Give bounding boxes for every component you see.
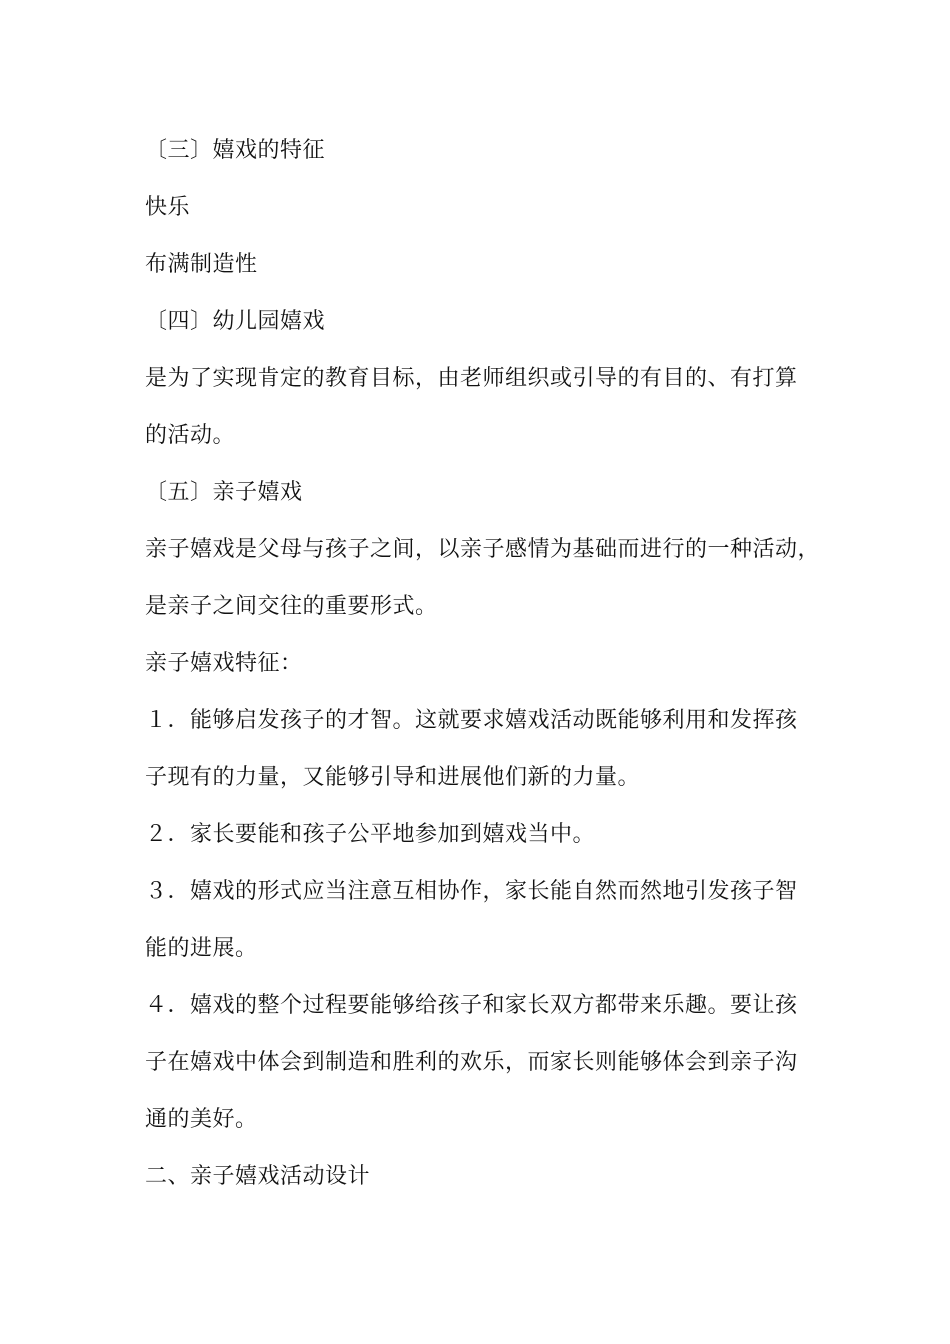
list-item-1-cont: 子现有的力量，又能够引导和进展他们新的力量。 xyxy=(145,765,641,790)
feature-item-creative: 布满制造性 xyxy=(145,252,258,277)
section-heading-four: 〔四〕幼儿园嬉戏 xyxy=(145,309,326,334)
paragraph-line: 亲子嬉戏是父母与孩子之间，以亲子感情为基础而进行的一种活动， xyxy=(145,537,821,562)
paragraph-line: 是亲子之间交往的重要形式。 xyxy=(145,594,438,619)
list-item-4: ４．嬉戏的整个过程要能够给孩子和家长双方都带来乐趣。要让孩 xyxy=(145,993,798,1018)
paragraph-line: 的活动。 xyxy=(145,423,236,448)
section-heading-two: 二、亲子嬉戏活动设计 xyxy=(145,1164,371,1189)
section-heading-three: 〔三〕嬉戏的特征 xyxy=(145,138,326,163)
list-item-4-cont: 子在嬉戏中体会到制造和胜利的欢乐，而家长则能够体会到亲子沟 xyxy=(145,1050,798,1075)
list-item-1: １．能够启发孩子的才智。这就要求嬉戏活动既能够利用和发挥孩 xyxy=(145,708,798,733)
subheading-features: 亲子嬉戏特征： xyxy=(145,651,303,676)
list-item-4-cont: 通的美好。 xyxy=(145,1107,258,1132)
list-item-3: ３．嬉戏的形式应当注意互相协作，家长能自然而然地引发孩子智 xyxy=(145,879,798,904)
section-heading-five: 〔五〕亲子嬉戏 xyxy=(145,480,303,505)
feature-item-happy: 快乐 xyxy=(145,195,191,220)
paragraph-line: 是为了实现肯定的教育目标，由老师组织或引导的有目的、有打算 xyxy=(145,366,798,391)
list-item-2: ２．家长要能和孩子公平地参加到嬉戏当中。 xyxy=(145,822,596,847)
list-item-3-cont: 能的进展。 xyxy=(145,936,258,961)
